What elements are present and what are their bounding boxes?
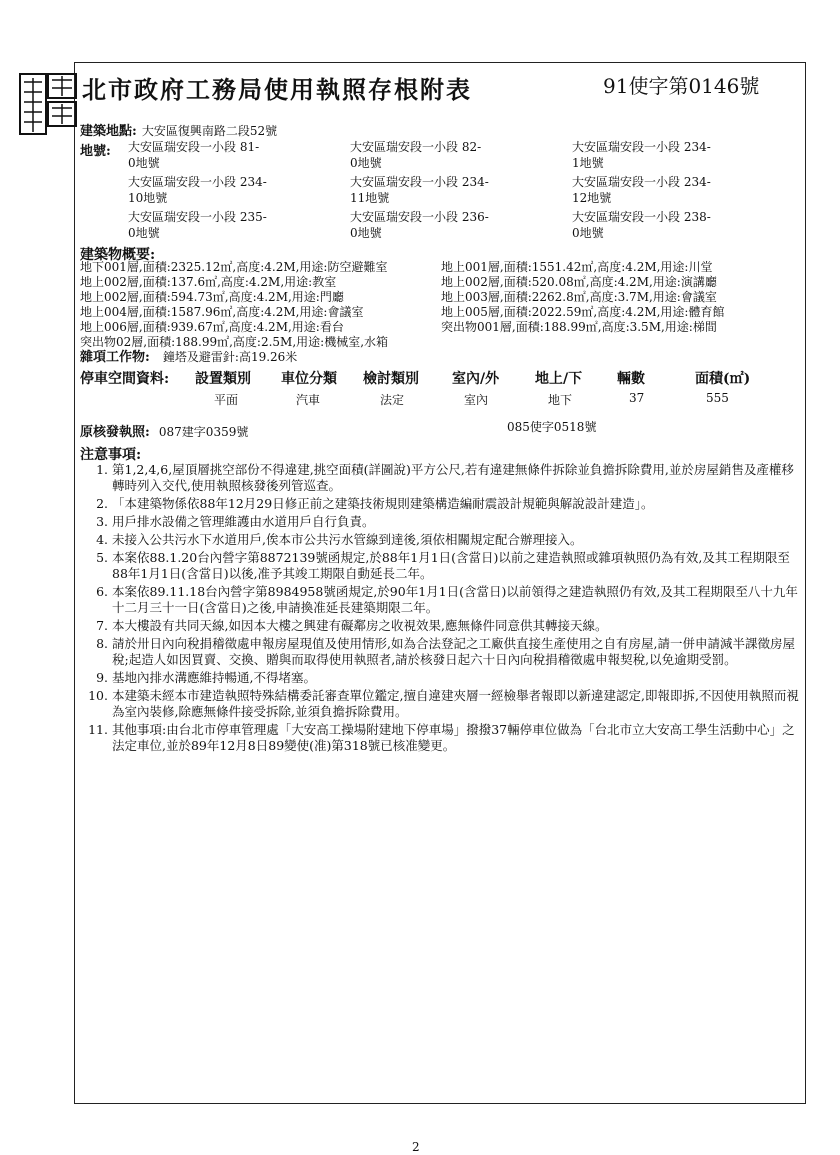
building-floors-right — [441, 260, 724, 335]
stamp-mark — [18, 72, 80, 138]
parking-header: 面積(㎡) — [695, 371, 751, 387]
floor-entry: 地上005層,面積:2022.59㎡,高度:4.2M,用途:體育館 — [441, 305, 725, 319]
note-item: 4. 未接入公共污水下水道用戶,俟本市公共污水管線到達後,須依相關規定配合辦理接入。 — [96, 532, 583, 547]
building-summary-label: 建築物概要: — [80, 247, 156, 263]
floor-entry: 地上002層,面積:520.08㎡,高度:4.2M,用途:演講廳 — [441, 275, 717, 289]
floor-entry: 地上002層,面積:594.73㎡,高度:4.2M,用途:門廳 — [80, 290, 344, 304]
floor-entry: 突出物02層,面積:188.99㎡,高度:2.5M,用途:機械室,水箱 — [80, 335, 389, 349]
parking-cell: 汽車 — [296, 393, 321, 407]
floor-entry: 地上004層,面積:1587.96㎡,高度:4.2M,用途:會議室 — [80, 305, 364, 319]
lot-item: 大安區瑞安段一小段 234- 11地號 — [350, 175, 489, 205]
lot-item: 大安區瑞安段一小段 234- 12地號 — [572, 175, 711, 205]
original-license-value-2: 085使字0518號 — [507, 420, 597, 434]
lot-item: 大安區瑞安段一小段 236- 0地號 — [350, 210, 489, 240]
parking-header: 檢討類別 — [363, 371, 419, 387]
note-item: 3. 用戶排水設備之管理維護由水道用戶自行負責。 — [96, 514, 375, 529]
note-item: 1. 第1,2,4,6,屋頂層挑空部份不得違建,挑空面積(詳圖說)平方公尺,若有違建無條件拆除並負擔拆除費用,並於房屋銷售及產權移轉時列入交代,使用執照核發後列管巡查。 — [96, 462, 794, 493]
misc-works-value: 鐘塔及避雷針:高19.26米 — [162, 350, 298, 364]
lot-item: 大安區瑞安段一小段 82- 0地號 — [350, 140, 482, 170]
address-value: 大安區復興南路二段52號 — [141, 124, 278, 138]
lot-item: 大安區瑞安段一小段 238- 0地號 — [572, 210, 711, 240]
parking-cell: 地下 — [548, 393, 573, 407]
note-item: 2. 「本建築物係依88年12月29日修正前之建築技術規則建築構造編耐震設計規範與解說設計建造」。 — [96, 496, 654, 511]
license-number: 91使字第0146號 — [603, 74, 760, 98]
address-label: 建築地點: — [80, 124, 137, 139]
floor-entry: 地上001層,面積:1551.42㎡,高度:4.2M,用途:川堂 — [441, 260, 713, 274]
parking-header: 設置類別 — [195, 371, 251, 387]
lots-label: 地號: — [80, 144, 111, 159]
lot-item: 大安區瑞安段一小段 81- 0地號 — [128, 140, 260, 170]
lot-item: 大安區瑞安段一小段 235- 0地號 — [128, 210, 267, 240]
document-title: 北市政府工務局使用執照存根附表 — [82, 75, 472, 104]
note-item: 7. 本大樓設有共同天線,如因本大樓之興建有礙鄰房之收視效果,應無條件同意供其轉接天線。 — [96, 618, 608, 633]
lot-item: 大安區瑞安段一小段 234- 10地號 — [128, 175, 267, 205]
note-item: 5. 本案依88.1.20台內營字第8872139號函規定,於88年1月1日(含當日)以前之建造執照或雜項執照仍為有效,及其工程期限至88年1月1日(含當日)以後,准予其竣工期限自動延長二年。 — [96, 550, 790, 581]
note-item: 10. 本建築未經本市建造執照特殊結構委託審查單位鑑定,擅自違建夾層一經檢舉者報即以新違建認定,即報即拆,不因使用執照而視為室內裝修,除應無條件接受拆除,並須負擔拆除費用。 — [88, 688, 799, 719]
note-item: 11. 其他事項:由台北市停車管理處「大安高工操場附建地下停車場」撥撥37輛停車位做為「台北市立大安高工學生活動中心」之法定車位,並於89年12月8日89變使(准)第318號已核准變更。 — [88, 722, 795, 753]
parking-header: 車位分類 — [281, 371, 337, 387]
parking-cell: 室內 — [464, 393, 489, 407]
note-item: 6. 本案依89.11.18台內營字第8984958號函規定,於90年1月1日(含當日)以前領得之建造執照仍有效,及其工程期限至八十九年十二月三十一日(含當日)之後,申請換准延長建築期限二年。 — [96, 584, 798, 615]
building-floors-left — [80, 260, 388, 350]
floor-entry: 地上006層,面積:939.67㎡,高度:4.2M,用途:看台 — [80, 320, 344, 334]
original-license-label: 原核發執照: — [80, 425, 150, 440]
address-row — [80, 120, 277, 139]
notes-label: 注意事項: — [80, 447, 142, 463]
note-item: 9. 基地內排水溝應維持暢通,不得堵塞。 — [96, 670, 316, 685]
lot-item: 大安區瑞安段一小段 234- 1地號 — [572, 140, 711, 170]
parking-header: 輛數 — [617, 371, 645, 387]
parking-header: 室內/外 — [452, 371, 500, 387]
parking-label: 停車空間資料: — [80, 371, 170, 387]
parking-cell: 法定 — [380, 393, 405, 407]
parking-cell: 37 — [629, 391, 645, 405]
parking-cell: 平面 — [214, 393, 239, 407]
floor-entry: 地上002層,面積:137.6㎡,高度:4.2M,用途:教室 — [80, 275, 337, 289]
floor-entry: 突出物001層,面積:188.99㎡,高度:3.5M,用途:梯間 — [441, 320, 717, 334]
misc-works-label: 雜項工作物: — [80, 350, 150, 365]
floor-entry: 地下001層,面積:2325.12㎡,高度:4.2M,用途:防空避難室 — [80, 260, 388, 274]
parking-header: 地上/下 — [535, 371, 583, 387]
original-license-value: 087建字0359號 — [158, 425, 249, 439]
misc-works-row — [80, 346, 297, 365]
note-item: 8. 請於卅日內向稅捐稽徵處申報房屋現值及使用情形,如為合法登記之工廠供直接生產使用之自有房屋,請一併申請減半課徵房屋稅;起造人如因買賣、交換、贈與而取得使用執照者,請於核發日起六十日內向稅捐稽徵處申報契稅,以免逾期受罰。 — [96, 636, 795, 667]
floor-entry: 地上003層,面積:2262.8㎡,高度:3.7M,用途:會議室 — [441, 290, 717, 304]
page-number: 2 — [412, 1140, 420, 1154]
parking-cell: 555 — [706, 391, 729, 405]
notes-list — [80, 462, 800, 756]
original-license-row — [80, 421, 248, 440]
